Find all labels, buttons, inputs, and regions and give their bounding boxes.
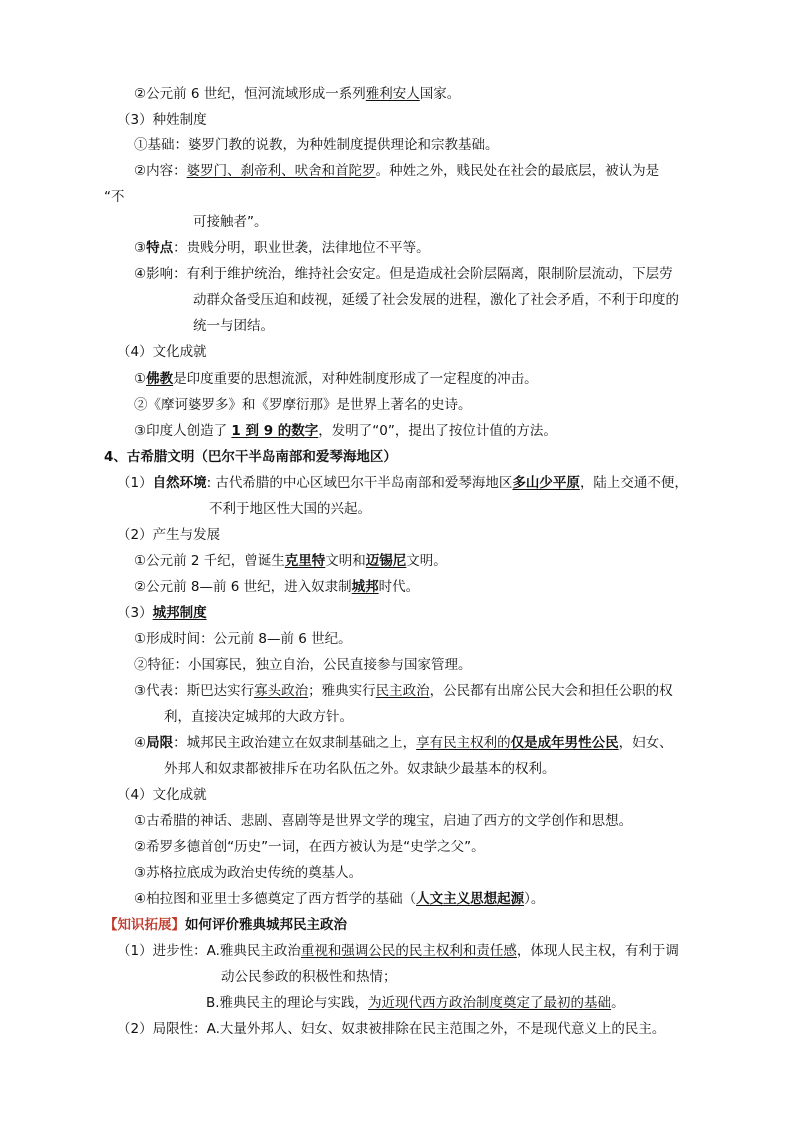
text: ③印度人创造了 [134,423,232,439]
underlined-term: 雅利安人 [365,86,420,102]
underlined-term: 佛教 [146,371,174,387]
extension-tag: 【知识拓展】 [104,917,185,933]
underlined-term: 1 到 9 的数字 [231,423,319,439]
section-heading: （4）文化成就 [117,787,207,803]
underlined-term: 城邦制度 [152,605,207,621]
text: ，体现人民主权，有利于调 [516,943,679,959]
text: ，发明了“0”，提出了按位计值的方法。 [318,423,557,439]
underlined-term: 寡头政治 [254,683,309,699]
text-line [206,993,625,1013]
text-line [134,681,673,701]
section-heading: （3）种姓制度 [117,112,207,128]
text-line [134,551,447,571]
text-line: ④影响：有利于维护统治，维持社会安定。但是造成社会阶层隔离，限制阶层流动，下层劳 [134,266,673,282]
text-line: （2）局限性：A.大量外邦人、妇女、奴隶被排除在民主范围之外，不是现代意义上的民主。 [117,1021,666,1037]
text: ：贵贱分明，职业世袭，法律地位不平等。 [173,240,430,256]
bold-term: 局限 [146,735,174,751]
text-line: ①基础：婆罗门教的说教，为种姓制度提供理论和宗教基础。 [134,137,499,153]
underlined-term: 城邦 [351,579,379,595]
text: ① [134,371,147,387]
section-heading [117,603,207,623]
text: ②公元前 6 世纪，恒河流域形成一系列 [134,86,366,102]
underlined-term: 婆罗门、刹帝利、吠舍和首陀罗 [186,163,376,179]
text: （3） [117,605,153,621]
text: ④柏拉图和亚里士多德奠定了西方哲学的基础（ [134,891,417,907]
text-line: “不 [104,189,125,205]
text-line [134,733,673,753]
text: ，公民都有出席公民大会和担任公职的权 [429,683,673,699]
underlined-term: 民主政治 [375,683,430,699]
text-line: 动群众备受压迫和歧视，延缓了社会发展的进程，激化了社会矛盾，不利于印度的 [193,292,679,308]
text: ，妇女、 [618,735,673,751]
text: ，陆上交通不便， [579,475,688,491]
text-line: 不利于地区性大国的兴起。 [209,501,371,517]
underlined-term: 享有民主权利的 [416,735,511,751]
text-line: ①形成时间：公元前 8—前 6 世纪。 [134,631,352,647]
text-line: 外邦人和奴隶都被排斥在功名队伍之外。奴隶缺少最基本的权利。 [164,761,556,777]
text-line [134,84,460,104]
underlined-term: 克里特 [284,553,326,569]
text-line [134,577,419,597]
extension-title: 如何评价雅典城邦民主政治 [185,917,347,933]
text: 文明和 [325,553,366,569]
underlined-term: 为近现代西方政治制度奠定了最初的基础 [368,995,612,1011]
text-line: ③苏格拉底成为政治史传统的奠基人。 [134,865,363,881]
text-line: 可接触者”。 [193,214,268,230]
underlined-term: 仅是成年男性公民 [510,735,619,751]
text: 是印度重要的思想流派，对种姓制度形成了一定程度的冲击。 [173,371,538,387]
text: 国家。 [419,86,461,102]
text-line [134,421,557,441]
text: 时代。 [378,579,420,595]
knowledge-extension-heading [104,915,347,935]
text: 文明。 [406,553,447,569]
text-line: 统一与团结。 [193,318,274,334]
text: ②公元前 8—前 6 世纪，进入奴隶制 [134,579,352,595]
chapter-heading: 4、古希腊文明（巴尔干半岛南部和爱琴海地区） [104,449,397,465]
text: B.雅典民主的理论与实践， [206,995,369,1011]
text-line [134,161,659,181]
underlined-term: 重视和强调公民的民主权利和责任感 [300,943,517,959]
text: ；雅典实行 [308,683,376,699]
bold-term: 自然环境 [152,475,207,491]
text: : 古代希腊的中心区域巴尔干半岛南部和爱琴海地区 [206,475,513,491]
text-line [117,941,679,961]
section-heading: （2）产生与发展 [117,527,221,543]
text-line [117,473,688,493]
text: ④ [134,735,147,751]
text-line: ②《摩诃婆罗多》和《罗摩衍那》是世界上著名的史诗。 [134,397,472,413]
text-line: ②特征：小国寡民，独立自治，公民直接参与国家管理。 [134,657,472,673]
underlined-term: 多山少平原 [512,475,580,491]
underlined-term: 迈锡尼 [365,553,407,569]
text: ③ [134,240,147,256]
text: ②内容： [134,163,187,179]
text-line: 利，直接决定城邦的大政方针。 [164,709,353,725]
text: （1） [117,475,153,491]
bold-term: 特点 [146,240,174,256]
text-line [134,238,430,258]
text: ）。 [524,891,545,907]
text: ③代表：斯巴达实行 [134,683,255,699]
text: （1）进步性：A.雅典民主政治 [117,943,301,959]
text: ：城邦民主政治建立在奴隶制基础之上， [173,735,417,751]
text: 。 [611,995,625,1011]
text-line: ②希罗多德首创“历史”一词，在西方被认为是“史学之父”。 [134,839,485,855]
text-line [134,369,538,389]
underlined-term: 人文主义思想起源 [416,891,525,907]
text-line: 动公民参政的积极性和热情； [221,969,397,985]
section-heading: （4）文化成就 [117,344,207,360]
text-line: ①古希腊的神话、悲剧、喜剧等是世界文学的瑰宝，启迪了西方的文学创作和思想。 [134,813,633,829]
text: ①公元前 2 千纪，曾诞生 [134,553,285,569]
text: 。种姓之外，贱民处在社会的最底层，被认为是 [375,163,660,179]
text-line [134,889,544,909]
